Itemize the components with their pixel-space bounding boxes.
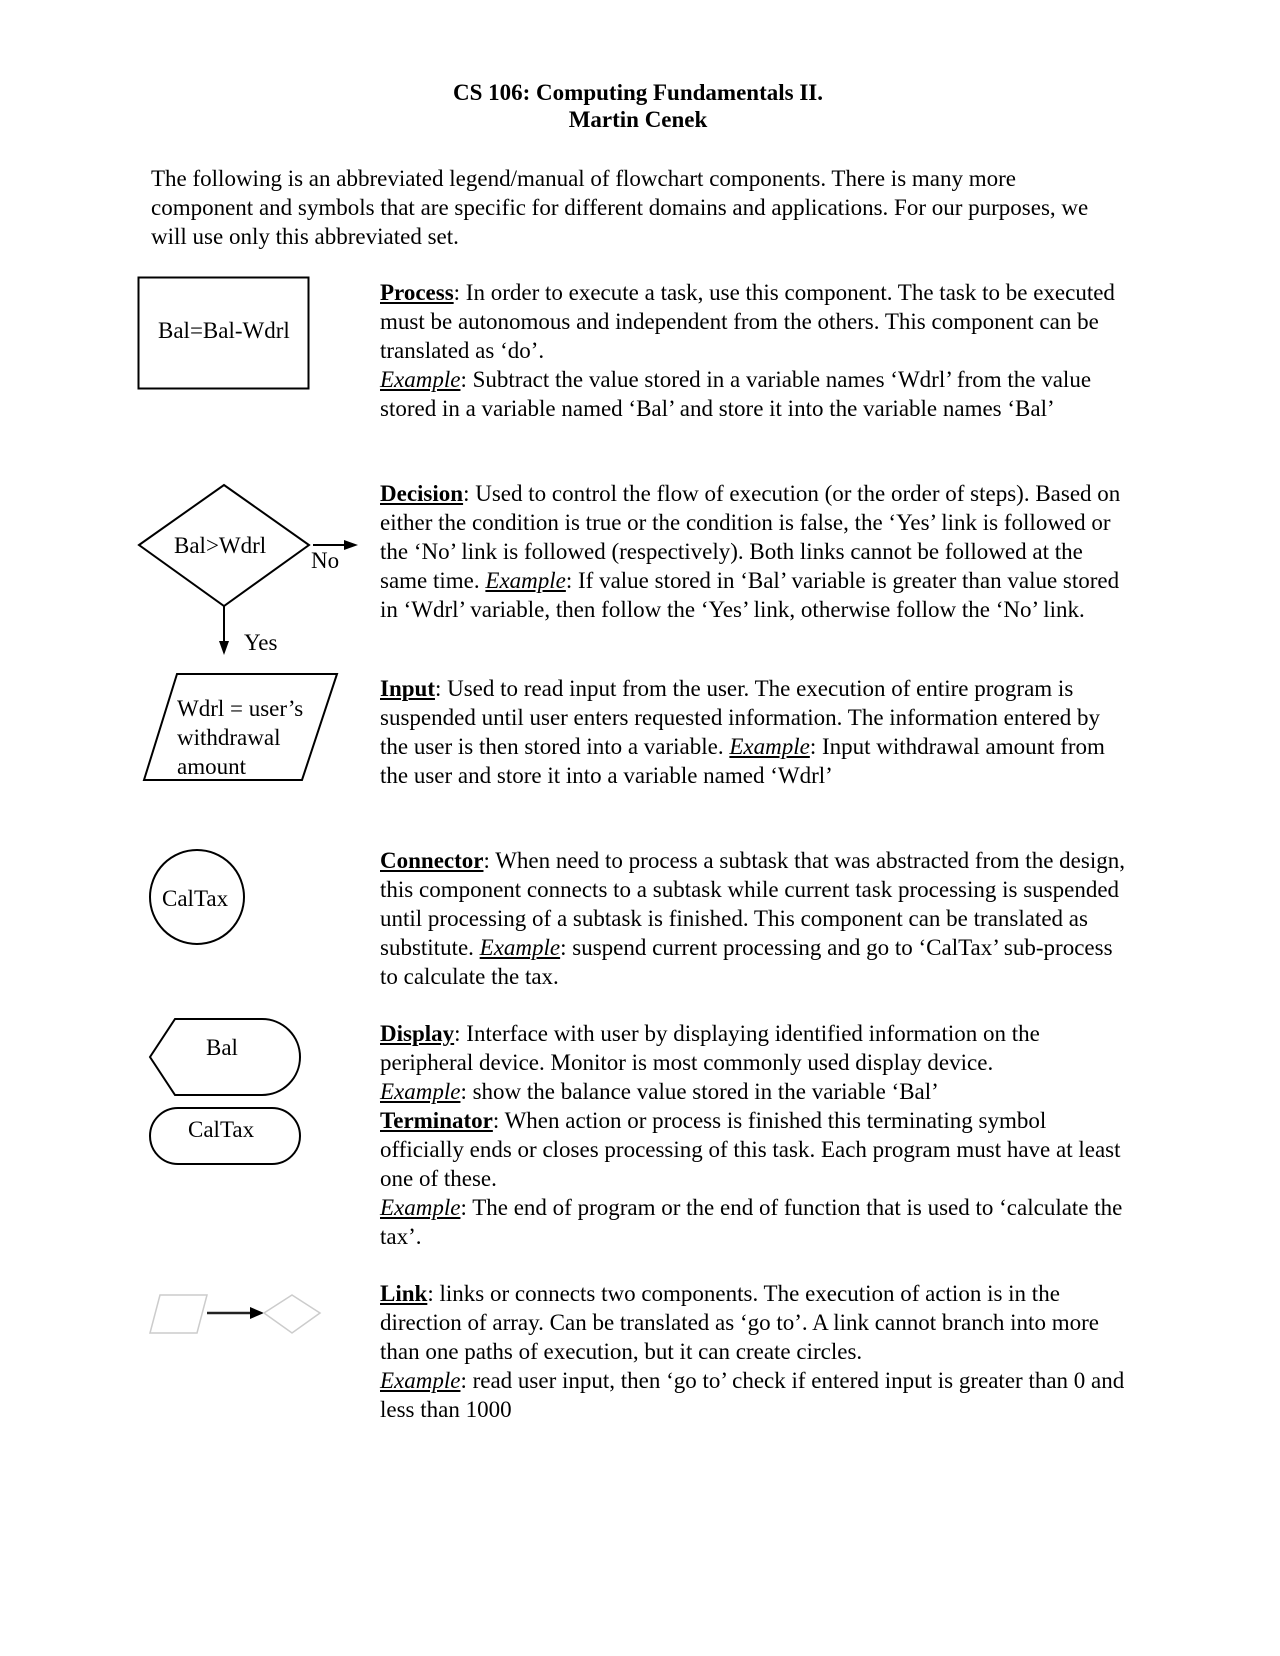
display-description (380, 1019, 1125, 1251)
decision-label: Bal>Wdrl (174, 533, 267, 558)
example-text: : Subtract the value stored in a variable names ‘Wdrl’ from the value stored in a variable named ‘Bal’ and store it into the variable names ‘Bal’ (380, 367, 1092, 421)
section-heading: Input (380, 676, 435, 701)
section-heading: Link (380, 1281, 428, 1306)
example-label: Example (380, 1368, 461, 1393)
section-text: : When action or process is finished this terminating symbol officially ends or closes processing of this task. Each program must have at least one of these. (380, 1108, 1121, 1191)
example-text: : If value stored in ‘Bal’ variable is greater than value stored in ‘Wdrl’ variable, then follow the ‘Yes’ link, otherwise follow the ‘No’ link. (380, 568, 1120, 622)
intro-paragraph: The following is an abbreviated legend/manual of flowchart components. There is many more component and symbols that are specific for different domains and applications. For our purposes, we will use only this abbreviated set. (151, 166, 1089, 249)
decision-description (380, 479, 1125, 624)
input-label-line: Wdrl = user’s (177, 696, 304, 721)
section-text: : Interface with user by displaying identified information on the peripheral device. Monitor is most commonly used display device. (380, 1021, 1040, 1075)
terminator-label: CalTax (188, 1117, 255, 1142)
yes-arrowhead (219, 641, 229, 655)
example-text: : The end of program or the end of function that is used to ‘calculate the tax’. (380, 1195, 1123, 1249)
input-label-line: withdrawal (177, 725, 281, 750)
section-heading: Connector (380, 848, 484, 873)
link-description (380, 1279, 1125, 1424)
link-example-parallelogram (150, 1295, 207, 1333)
example-label: Example (380, 367, 461, 392)
connector-label: CalTax (162, 886, 229, 911)
link-example-diamond (264, 1295, 320, 1333)
section-heading: Terminator (380, 1108, 493, 1133)
example-label: Example (479, 935, 561, 960)
process-label: Bal=Bal-Wdrl (158, 318, 290, 343)
link-arrowhead (250, 1307, 264, 1319)
section-text: : In order to execute a task, use this component. The task to be executed must be autonomous and independent from the others. This component can be translated as ‘do’. (380, 280, 1115, 363)
section-heading: Display (380, 1021, 455, 1046)
input-description (380, 674, 1125, 790)
yes-label: Yes (244, 630, 278, 655)
section-text: : links or connects two components. The execution of action is in the direction of array. Can be translated as ‘go to’. A link cannot branch into more than one paths of execution, but it can create circles. (380, 1281, 1099, 1364)
section-text: : When need to process a subtask that was abstracted from the design, this component connects to a subtask while current task processing is suspended until processing of a subtask is finished. This component can be translated as substitute. (380, 848, 1125, 960)
section-text: : Used to read input from the user. The execution of entire program is suspended until user enters requested information. The information entered by the user is then stored into a variable. (380, 676, 1101, 759)
section-text: : Used to control the flow of execution (or the order of steps). Based on either the condition is true or the condition is false, the ‘Yes’ link is followed or the ‘No’ link is followed (respectively). Both links cannot be followed at the same time. (380, 481, 1121, 593)
example-label: Example (380, 1079, 461, 1104)
example-text: : suspend current processing and go to ‘CalTax’ sub-process to calculate the tax. (380, 935, 1113, 989)
example-label: Example (380, 1195, 461, 1220)
no-label: No (311, 548, 340, 573)
example-text: : Input withdrawal amount from the user and store it into a variable named ‘Wdrl’ (380, 734, 1105, 788)
process-description (380, 278, 1125, 423)
display-label: Bal (206, 1035, 238, 1060)
section-heading: Decision (380, 481, 464, 506)
example-text: : read user input, then ‘go to’ check if entered input is greater than 0 and less than 1000 (380, 1368, 1125, 1422)
author-name: Martin Cenek (568, 107, 708, 132)
connector-description (380, 846, 1125, 991)
example-label: Example (485, 568, 566, 593)
section-heading: Process (380, 280, 454, 305)
example-label: Example (729, 734, 810, 759)
input-label-line: amount (177, 754, 246, 779)
course-title: CS 106: Computing Fundamentals II. (453, 80, 823, 105)
no-arrowhead (344, 540, 358, 550)
example-text: : show the balance value stored in the variable ‘Bal’ (460, 1079, 939, 1104)
